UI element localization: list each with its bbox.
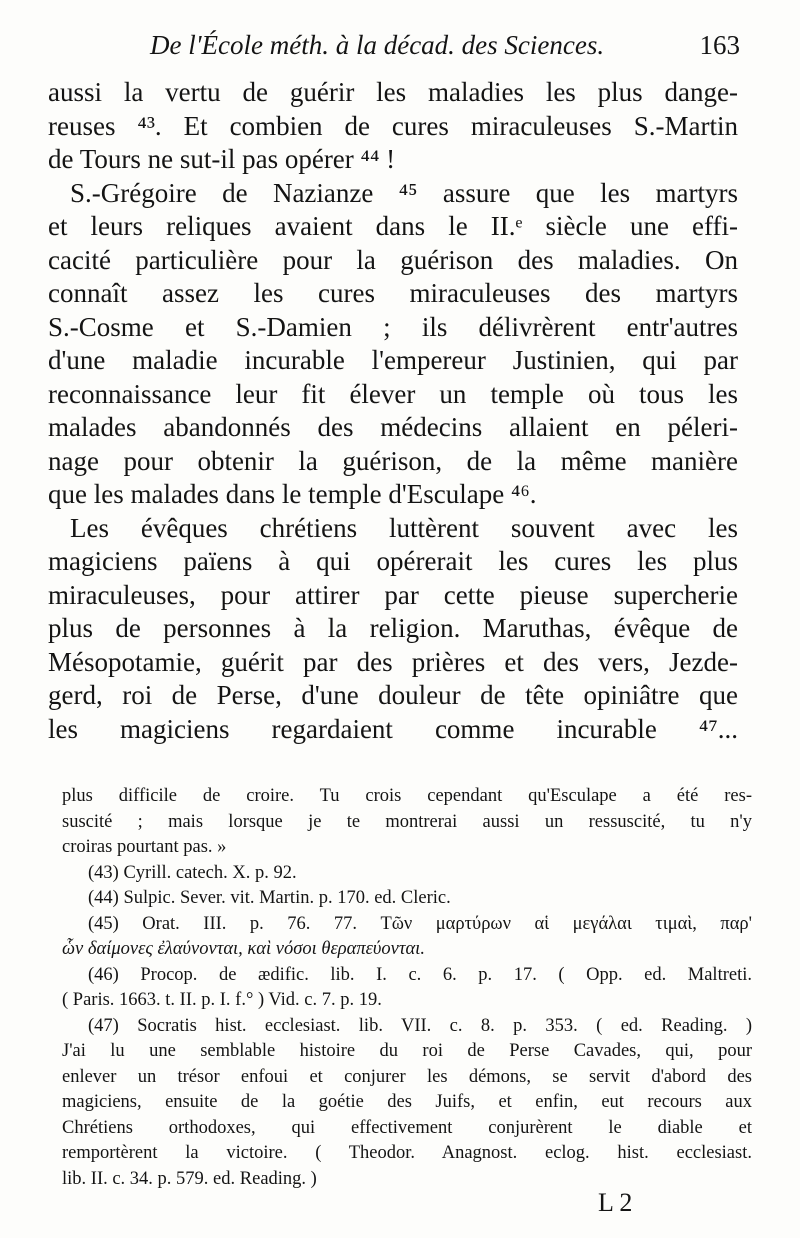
footnote-line: croiras pourtant pas. »	[62, 837, 227, 857]
text-line: Mésopotamie, guérit par des prières et des vers, Jezde-	[48, 646, 738, 677]
text-line: de Tours ne sut-il pas opérer ⁴⁴ !	[48, 144, 396, 174]
text-line: aussi la vertu de guérir les maladies les plus dange-	[48, 77, 738, 107]
text-line: S.-Cosme et S.-Damien ; ils délivrèrent entr'autres	[48, 311, 738, 342]
text-line: d'une maladie incurable l'empereur Justinien, qui par	[48, 345, 738, 375]
text-line: miraculeuses, pour attirer par cette pieuse supercherie	[48, 579, 738, 610]
text-line: connaît assez les cures miraculeuses des martyrs	[48, 278, 738, 308]
footnote-line: (45) Orat. III. p. 76. 77. Τῶν μαρτύρων αἱ μεγάλαι τιμαὶ, παρ'	[88, 913, 752, 934]
footnote-line: remportèrent la victoire. ( Theodor. Anagnost. eclog. hist. ecclesiast.	[62, 1143, 752, 1163]
text-line: reuses ⁴³. Et combien de cures miraculeuses S.-Martin	[48, 110, 738, 141]
text-line: nage pour obtenir la guérison, de la même manière	[48, 445, 738, 476]
signature-mark: L 2	[598, 1188, 633, 1217]
footnote-line: lib. II. c. 34. p. 579. ed. Reading. )	[62, 1168, 317, 1189]
text-line: reconnaissance leur fit élever un temple où tous les	[48, 378, 738, 409]
footnote-line: (43) Cyrill. catech. X. p. 92.	[88, 862, 297, 883]
footnotes	[62, 784, 752, 1192]
text-line: magiciens païens à qui opérerait les cures les plus	[48, 546, 738, 576]
text-line: cacité particulière pour la guérison des maladies. On	[48, 244, 738, 275]
footnote-line: Chrétiens orthodoxes, qui effectivement conjurèrent le diable et	[62, 1117, 752, 1138]
footnote-line: ( Paris. 1663. t. II. p. I. f.° ) Vid. c. 7. p. 19.	[62, 990, 382, 1010]
text-line: malades abandonnés des médecins allaient en péleri-	[48, 412, 738, 442]
footnote-line: magiciens, ensuite de la goétie des Juifs, et enfin, eut recours aux	[62, 1092, 752, 1112]
text-line: gerd, roi de Perse, d'une douleur de tête opiniâtre que	[48, 680, 738, 710]
running-head-title: De l'École méth. à la décad. des Sciences.	[150, 30, 605, 60]
text-line: les magiciens regardaient comme incurable ⁴⁷...	[48, 713, 738, 744]
footnote-line: J'ai lu une semblable histoire du roi de Perse Cavades, qui, pour	[62, 1041, 752, 1061]
footnote-line: suscité ; mais lorsque je te montrerai aussi un ressuscité, tu n'y	[62, 811, 752, 832]
footnote-line: (46) Procop. de ædific. lib. I. c. 6. p. 17. ( Opp. ed. Maltreti.	[88, 964, 752, 985]
text-line: que les malades dans le temple d'Esculape ⁴⁶.	[48, 479, 537, 509]
footnote-line: (47) Socratis hist. ecclesiast. lib. VII. c. 8. p. 353. ( ed. Reading. )	[88, 1015, 752, 1036]
text-line: S.-Grégoire de Nazianze ⁴⁵ assure que les martyrs	[70, 177, 738, 208]
footnote-line: enlever un trésor enfoui et conjurer les démons, se servit d'abord des	[62, 1066, 752, 1087]
footnote-line: plus difficile de croire. Tu crois cependant qu'Esculape a été res-	[62, 786, 752, 806]
main-text	[48, 76, 738, 746]
text-line: Les évêques chrétiens luttèrent souvent avec les	[70, 512, 738, 543]
footnote-line: ὧν δαίμονες ἐλαύνονται, καὶ νόσοι θεραπεύονται.	[62, 939, 425, 959]
footnote-line: (44) Sulpic. Sever. vit. Martin. p. 170. ed. Cleric.	[88, 888, 451, 908]
running-head	[150, 30, 740, 61]
text-line: et leurs reliques avaient dans le II.ᵉ siècle une effi-	[48, 211, 738, 241]
text-line: plus de personnes à la religion. Maruthas, évêque de	[48, 613, 738, 643]
page-number: 163	[699, 30, 740, 60]
